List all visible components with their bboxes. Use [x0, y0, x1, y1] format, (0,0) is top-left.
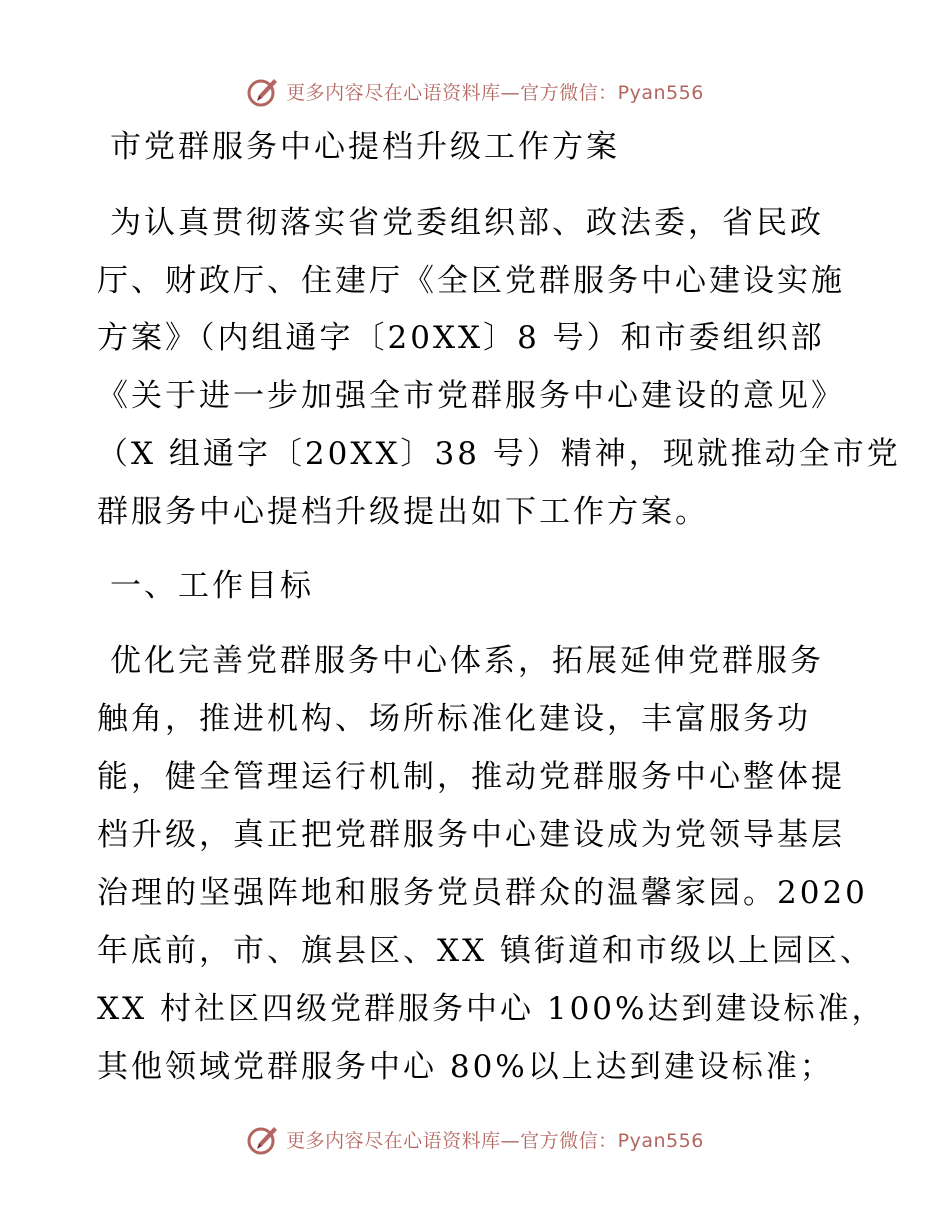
paragraph-line: 方案》（内组通字〔20XX〕8 号）和市委组织部: [97, 320, 825, 356]
watermark-footer: [0, 1119, 950, 1159]
section-heading: 一、工作目标: [110, 568, 314, 604]
paragraph-line: 为认真贯彻落实省党委组织部、政法委，省民政: [110, 205, 824, 241]
document-title: 市党群服务中心提档升级工作方案: [110, 129, 620, 165]
paragraph-line: 《关于进一步加强全市党群服务中心建设的意见》: [97, 378, 845, 414]
paragraph-line: 厅、财政厅、住建厅《全区党群服务中心建设实施: [97, 263, 845, 299]
paragraph-line: 年底前，市、旗县区、XX 镇街道和市级以上园区、: [97, 933, 874, 969]
paragraph-line: 能，健全管理运行机制，推动党群服务中心整体提: [97, 759, 845, 795]
watermark-text: 更多内容尽在心语资料库—官方微信：Pyan556: [286, 81, 704, 104]
paragraph-line: XX 村社区四级党群服务中心 100%达到建设标准，: [97, 991, 886, 1027]
pen-logo-icon: [246, 1122, 280, 1156]
paragraph-line: 档升级，真正把党群服务中心建设成为党领导基层: [97, 817, 845, 853]
paragraph-line: 触角，推进机构、场所标准化建设，丰富服务功: [97, 701, 811, 737]
paragraph-line: 其他领域党群服务中心 80%以上达到建设标准；: [97, 1049, 834, 1085]
paragraph-line: 优化完善党群服务中心体系，拓展延伸党群服务: [110, 643, 824, 679]
paragraph-line: 治理的坚强阵地和服务党员群众的温馨家园。2020: [97, 875, 868, 911]
watermark-text: 更多内容尽在心语资料库—官方微信：Pyan556: [286, 1129, 704, 1152]
paragraph-line: （X 组通字〔20XX〕38 号）精神，现就推动全市党: [97, 436, 901, 472]
paragraph-line: 群服务中心提档升级提出如下工作方案。: [97, 494, 709, 530]
